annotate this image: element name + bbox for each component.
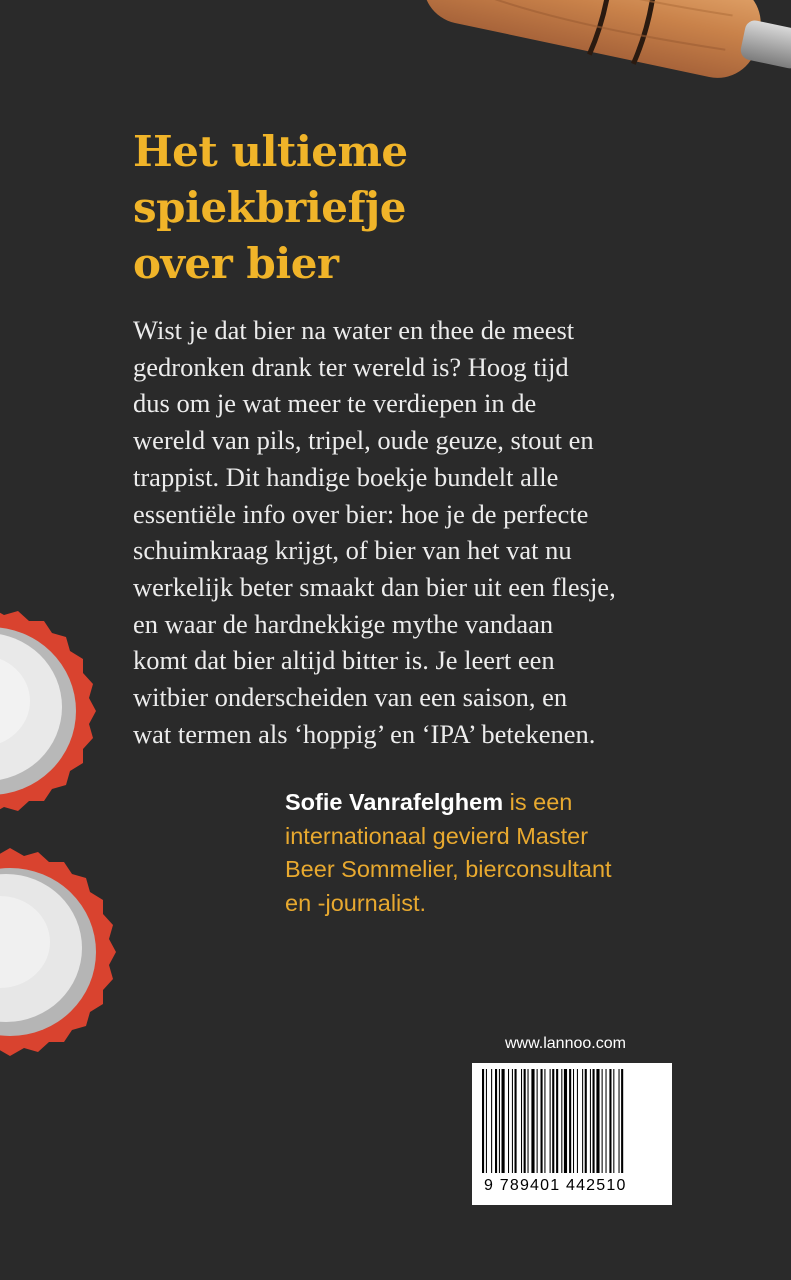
barcode-bars [480,1069,664,1175]
bottle-cap-icon [0,840,130,1080]
isbn-number: 9 789401 442510 [484,1177,627,1194]
book-title: Het ultieme spiekbriefje over bier [133,127,408,288]
bottle-opener-icon [400,0,791,90]
publisher-website: www.lannoo.com [505,1035,626,1052]
author-bio [285,786,745,920]
barcode [472,1063,672,1205]
author-name: Sofie Vanrafelghem [285,789,504,815]
bottle-cap-icon [0,600,120,830]
blurb-text: Wist je dat bier na water en thee de meest gedronken drank ter wereld is? Hoog tijd dus om je wat meer te verdiepen in de wereld van pils, tripel, oude geuze, stout en trappist. Dit handige boekje bundelt alle essentiële info over bier: hoe je de perfecte schuimkraag krijgt, of bier van het vat nu werkelijk beter smaakt dan bier uit een flesje, en waar de hardnekkige mythe vandaan komt dat bier altijd bitter is. Je leert een witbier onderscheiden van een saison, en wat termen als ‘hoppig’ en ‘IPA’ betekenen. [133,315,616,749]
author-description: is een internationaal gevierd Master Beer Sommelier, bierconsultant en -journalist. [285,789,612,916]
